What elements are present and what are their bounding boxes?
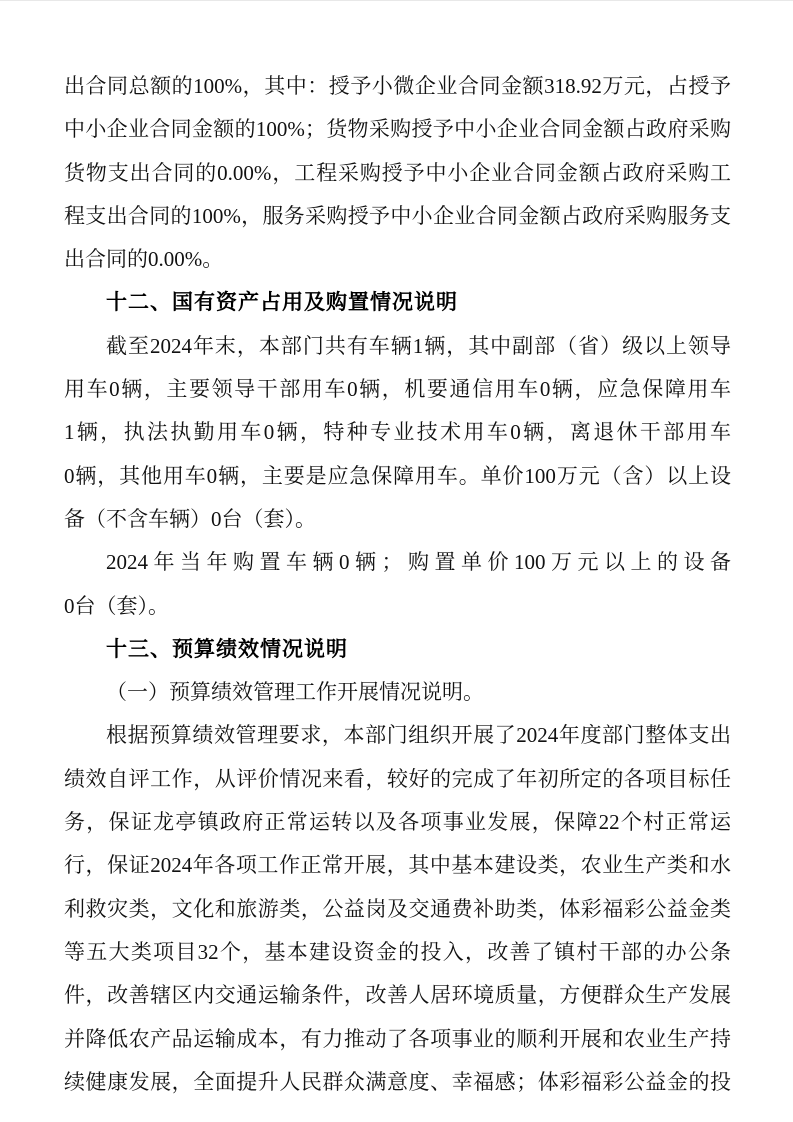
text-line: 根据预算绩效管理要求，本部门组织开展了2024年度部门整体支出 — [106, 723, 731, 748]
text-line: 续健康发展，全面提升人民群众满意度、幸福感；体彩福彩公益金的投 — [64, 1069, 731, 1094]
document-body — [64, 65, 731, 1104]
text-line: 备（不含车辆）0台（套）。 — [64, 506, 316, 531]
text-line: 务，保证龙亭镇政府正常运转以及各项事业发展，保障22个村正常运 — [64, 810, 731, 835]
text-line: 1辆，执法执勤用车0辆，特种专业技术用车0辆，离退休干部用车 — [64, 420, 731, 445]
section-heading — [64, 628, 731, 671]
text-line: 程支出合同的100%，服务采购授予中小企业合同金额占政府采购服务支 — [64, 203, 731, 228]
text-line: 2024年当年购置车辆0辆；购置单价100万元以上的设备 — [106, 550, 731, 575]
heading-text: 十二、国有资产占用及购置情况说明 — [106, 291, 458, 315]
paragraph — [64, 671, 731, 714]
text-line: 出合同的0.00%。 — [64, 247, 224, 272]
text-line: 绩效自评工作，从评价情况来看，较好的完成了年初所定的各项目标任 — [64, 766, 731, 791]
text-line: 行，保证2024年各项工作正常开展，其中基本建设类，农业生产类和水 — [64, 853, 731, 878]
text-line: 并降低农产品运输成本，有力推动了各项事业的顺利开展和农业生产持 — [64, 1026, 731, 1051]
paragraph — [64, 325, 731, 541]
text-line: 用车0辆，主要领导干部用车0辆，机要通信用车0辆，应急保障用车 — [64, 377, 731, 402]
text-line: 出合同总额的100%，其中：授予小微企业合同金额318.92万元，占授予 — [64, 74, 731, 98]
paragraph — [64, 65, 731, 281]
text-line: 0台（套）。 — [64, 593, 169, 618]
paragraph — [64, 714, 731, 1104]
text-line: 等五大类项目32个，基本建设资金的投入，改善了镇村干部的办公条 — [64, 939, 731, 964]
text-line: 件，改善辖区内交通运输条件，改善人居环境质量，方便群众生产发展 — [64, 983, 731, 1008]
text-line: 截至2024年末，本部门共有车辆1辆，其中副部（省）级以上领导 — [106, 333, 731, 358]
text-line: （一）预算绩效管理工作开展情况说明。 — [106, 680, 484, 705]
text-line: 利救灾类，文化和旅游类，公益岗及交通费补助类，体彩福彩公益金类 — [64, 896, 731, 921]
text-line: 货物支出合同的0.00%，工程采购授予中小企业合同金额占政府采购工 — [64, 160, 731, 185]
section-heading — [64, 281, 731, 324]
paragraph — [64, 541, 731, 628]
text-line: 中小企业合同金额的100%；货物采购授予中小企业合同金额占政府采购 — [64, 117, 731, 142]
heading-text: 十三、预算绩效情况说明 — [106, 637, 348, 661]
text-line: 0辆，其他用车0辆，主要是应急保障用车。单价100万元（含）以上设 — [64, 463, 731, 488]
